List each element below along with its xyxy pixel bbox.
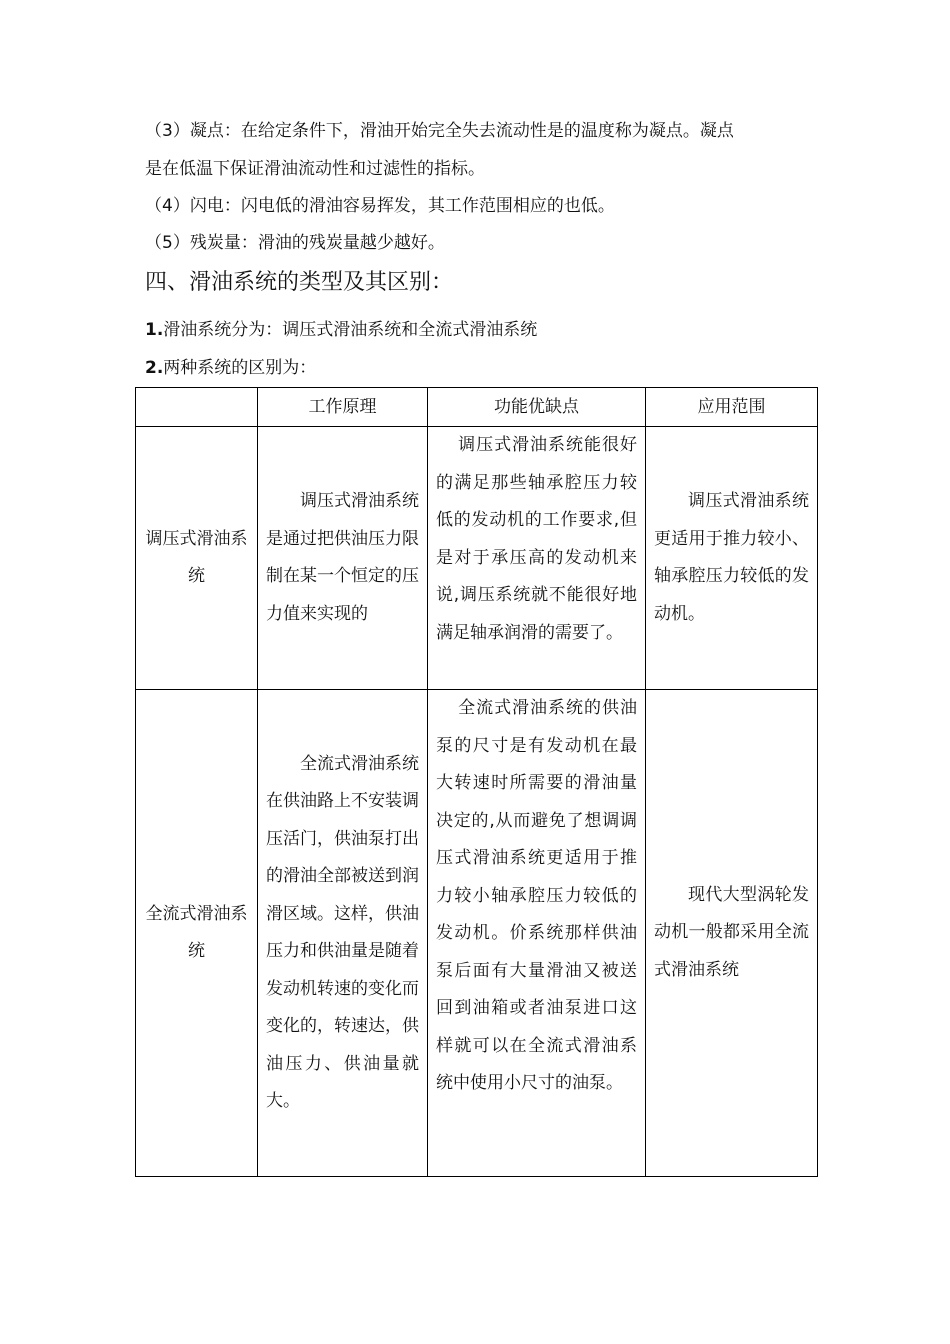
cell-pros-cons-full-flow: [428, 690, 646, 1177]
section-heading: 四、滑油系统的类型及其区别：: [145, 270, 454, 295]
cell-principle-regulated: [258, 427, 428, 690]
paragraph-pour-point-line1: （3）凝点：在给定条件下，滑油开始完全失去流动性是的温度称为凝点。凝点: [145, 121, 734, 141]
cell-text: 全流式滑油系统在供油路上不安装调压活门，供油泵打出的滑油全部被送到润滑区域。这样，供油压力和供油量是随着发动机转速的变化而变化的，转速达，供油压力、供油量就大。: [266, 753, 419, 1111]
cell-principle-full-flow: [258, 690, 428, 1177]
cell-text: 现代大型涡轮发动机一般都采用全流式滑油系统: [654, 884, 809, 980]
table-row: [136, 427, 818, 690]
cell-text: 调压式滑油系统能很好的满足那些轴承腔压力较低的发动机的工作要求,但是对于承压高的发动机来说,调压系统就不能很好地满足轴承润滑的需要了。: [436, 435, 637, 643]
cell-text: 调压式滑油系统更适用于推力较小、轴承腔压力较低的发动机。: [654, 491, 809, 624]
cell-scope-regulated: [646, 427, 818, 690]
point-1: [145, 312, 815, 349]
cell-text: 全流式滑油系统的供油泵的尺寸是有发动机在最大转速时所需要的滑油量决定的,从而避免了想调调压式滑油系统更适用于推力较小轴承腔压力较低的发动机。价系统那样供油泵后面有大量滑油又被送回到油箱或者油泵进口这样就可以在全流式滑油系统中使用小尺寸的油泵。: [436, 698, 637, 1093]
row-name-text: 调压式滑油系统: [145, 528, 248, 586]
table-header-scope: 应用范围: [646, 388, 818, 427]
paragraph-flash-point: （4）闪电：闪电低的滑油容易挥发，其工作范围相应的也低。: [145, 196, 615, 216]
point-2: [145, 350, 815, 387]
paragraph-pour-point-line2: 是在低温下保证滑油流动性和过滤性的指标。: [145, 159, 485, 179]
cell-text: 调压式滑油系统是通过把供油压力限制在某一个恒定的压力值来实现的: [266, 491, 419, 624]
cell-scope-full-flow: [646, 690, 818, 1177]
point-1-text: 滑油系统分为：调压式滑油系统和全流式滑油系统: [163, 320, 538, 340]
row-name-regulated: [136, 427, 258, 690]
point-2-number: 2.: [145, 358, 164, 378]
cell-pros-cons-regulated: [428, 427, 646, 690]
table-header-row: [136, 388, 818, 427]
point-2-text: 两种系统的区别为：: [163, 358, 317, 378]
paragraph-carbon-residue: （5）残炭量：滑油的残炭量越少越好。: [145, 233, 445, 253]
point-1-number: 1.: [145, 320, 164, 340]
table-header-empty: [136, 388, 258, 427]
table-header-principle: 工作原理: [258, 388, 428, 427]
table-header-pros-cons: 功能优缺点: [428, 388, 646, 427]
row-name-full-flow: [136, 690, 258, 1177]
table-row: [136, 690, 818, 1177]
comparison-table: [135, 387, 818, 1177]
row-name-text: 全流式滑油系统: [145, 903, 248, 961]
